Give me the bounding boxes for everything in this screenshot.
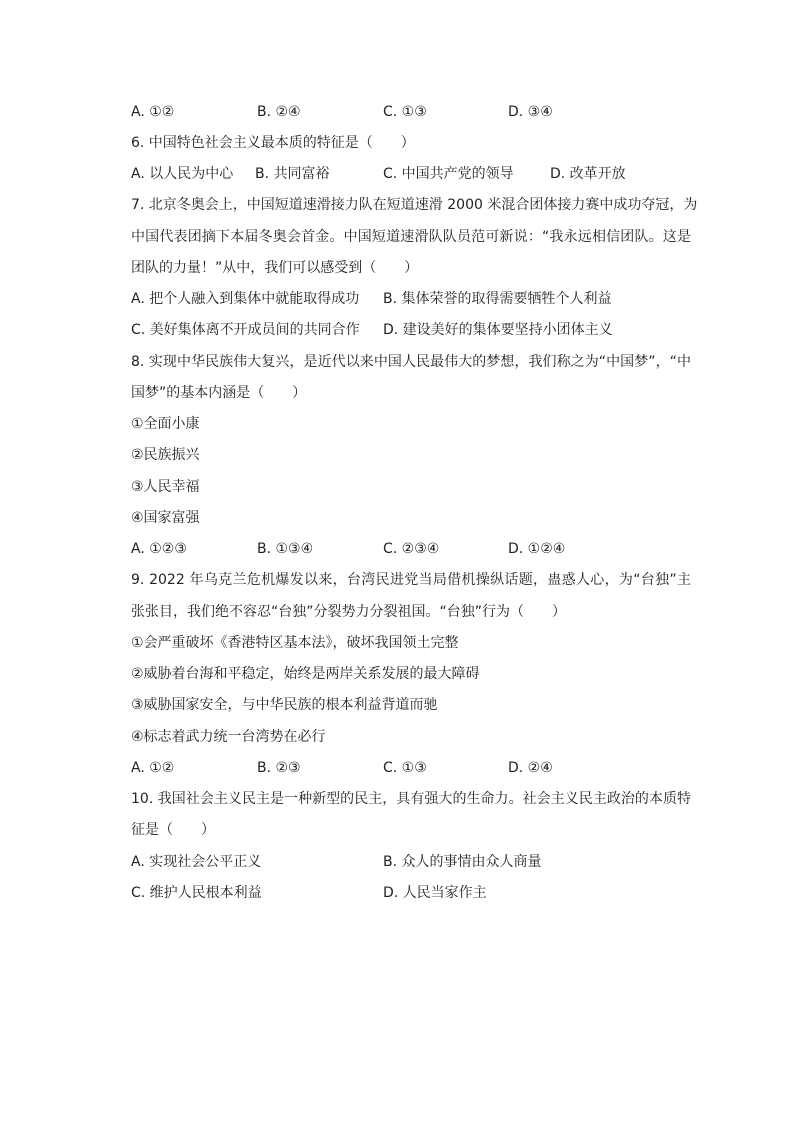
q7-option-a[interactable]: A. 把个人融入到集体中就能取得成功 bbox=[131, 291, 360, 307]
q7-option-d[interactable]: D. 建设美好的集体要坚持小团体主义 bbox=[383, 322, 613, 338]
q10-options-row-2 bbox=[131, 883, 691, 903]
q9-options-row bbox=[131, 758, 691, 778]
q7-option-b[interactable]: B. 集体荣誉的取得需要牺牲个人利益 bbox=[383, 291, 612, 307]
q10-stem-line-2: 征是（ ） bbox=[131, 822, 215, 838]
q8-item-3: ③人民幸福 bbox=[131, 479, 200, 495]
q9-option-b[interactable]: B. ②③ bbox=[257, 760, 301, 776]
q8-option-d[interactable]: D. ①②④ bbox=[508, 541, 566, 557]
q9-item-3: ③威胁国家安全，与中华民族的根本利益背道而驰 bbox=[131, 697, 438, 713]
q8-item-2: ②民族振兴 bbox=[131, 447, 200, 463]
q9-stem-line-2: 张张目，我们绝不容忍“台独”分裂势力分裂祖国。“台独”行为（ ） bbox=[131, 604, 567, 620]
q7-options-row-2 bbox=[131, 320, 691, 340]
q10-option-b[interactable]: B. 众人的事情由众人商量 bbox=[383, 854, 542, 870]
q7-option-c[interactable]: C. 美好集体离不开成员间的共同合作 bbox=[131, 322, 360, 338]
q8-options-row bbox=[131, 539, 691, 559]
q8-option-c[interactable]: C. ②③④ bbox=[383, 541, 440, 557]
q7-stem-line-3: 团队的力量！”从中，我们可以感受到（ ） bbox=[131, 260, 419, 276]
q10-option-d[interactable]: D. 人民当家作主 bbox=[383, 885, 487, 901]
q8-option-b[interactable]: B. ①③④ bbox=[257, 541, 314, 557]
q8-stem-line-1: 8. 实现中华民族伟大复兴，是近代以来中国人民最伟大的梦想，我们称之为“中国梦”，“中 bbox=[131, 354, 691, 370]
q9-item-1: ①会严重破坏《香港特区基本法》，破坏我国领土完整 bbox=[131, 635, 459, 651]
q7-stem-line-1: 7. 北京冬奥会上，中国短道速滑接力队在短道速滑 2000 米混合团体接力赛中成功夺冠，为 bbox=[131, 197, 698, 213]
q10-stem-line-1: 10. 我国社会主义民主是一种新型的民主，具有强大的生命力。社会主义民主政治的本质特 bbox=[131, 791, 691, 807]
q7-options-row-1 bbox=[131, 289, 691, 309]
q9-option-c[interactable]: C. ①③ bbox=[383, 760, 427, 776]
q5-option-c[interactable]: C. ①③ bbox=[383, 104, 427, 120]
q10-option-c[interactable]: C. 维护人民根本利益 bbox=[131, 885, 262, 901]
q9-item-4: ④标志着武力统一台湾势在必行 bbox=[131, 729, 326, 745]
q6-options-row bbox=[131, 164, 691, 184]
q8-stem-line-2: 国梦”的基本内涵是（ ） bbox=[131, 385, 307, 401]
q5-option-b[interactable]: B. ②④ bbox=[257, 104, 301, 120]
q6-option-b[interactable]: B. 共同富裕 bbox=[255, 166, 330, 182]
q6-stem: 6. 中国特色社会主义最本质的特征是（ ） bbox=[131, 135, 415, 151]
q7-stem-line-2: 中国代表团摘下本届冬奥会首金。中国短道速滑队队员范可新说：“我永远相信团队。这是 bbox=[131, 229, 691, 245]
q9-item-2: ②威胁着台海和平稳定，始终是两岸关系发展的最大障碍 bbox=[131, 666, 480, 682]
q9-option-d[interactable]: D. ②④ bbox=[508, 760, 553, 776]
q9-option-a[interactable]: A. ①② bbox=[131, 760, 175, 776]
q10-options-row-1 bbox=[131, 852, 691, 872]
q6-option-c[interactable]: C. 中国共产党的领导 bbox=[383, 166, 514, 182]
q5-option-a[interactable]: A. ①② bbox=[131, 104, 175, 120]
q10-option-a[interactable]: A. 实现社会公平正义 bbox=[131, 854, 262, 870]
q8-option-a[interactable]: A. ①②③ bbox=[131, 541, 187, 557]
q9-stem-line-1: 9. 2022 年乌克兰危机爆发以来，台湾民进党当局借机操纵话题，蛊惑人心，为“台独”主 bbox=[131, 572, 691, 588]
q5-options-row bbox=[131, 102, 691, 122]
q8-item-4: ④国家富强 bbox=[131, 510, 200, 526]
q6-option-a[interactable]: A. 以人民为中心 bbox=[131, 166, 234, 182]
q5-option-d[interactable]: D. ③④ bbox=[508, 104, 553, 120]
q6-option-d[interactable]: D. 改革开放 bbox=[550, 166, 626, 182]
q8-item-1: ①全面小康 bbox=[131, 416, 200, 432]
